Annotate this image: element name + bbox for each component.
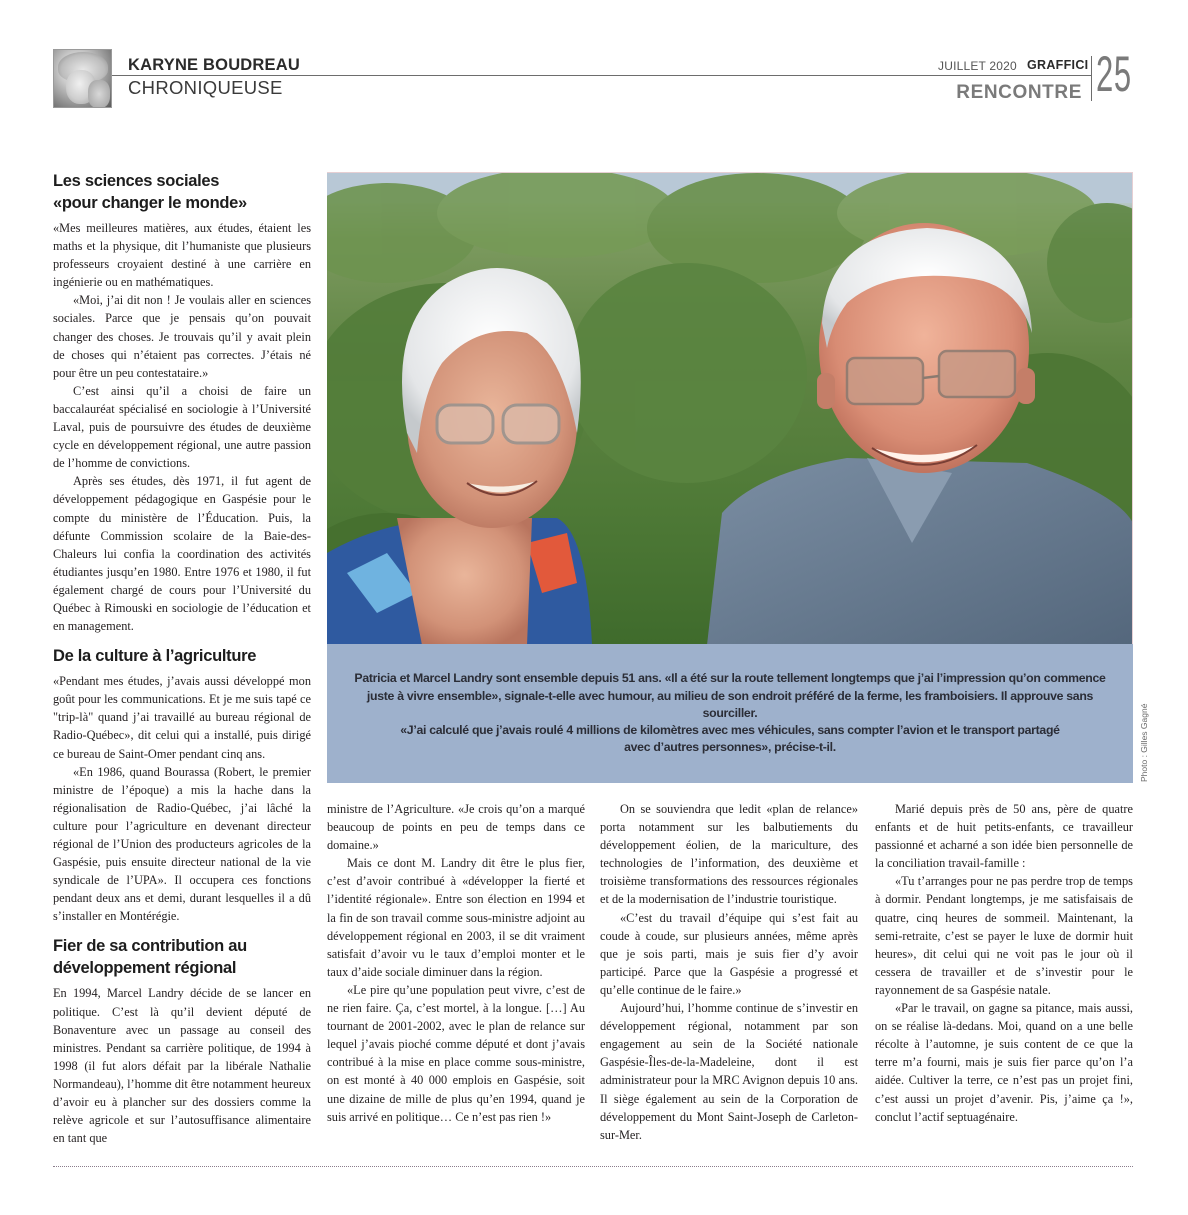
paragraph: Aujourd’hui, l’homme continue de s’investir en développement régional, notamment par son engagement au sein de la Société nationale Gaspésie-Îles-de-la-Madeleine, dont il est administrateur pour la MRC Avignon depuis 10 ans. Il siège également au sein de la Corporation de développement du Mont Saint-Joseph de Carleton-sur-Mer. [600,1001,858,1142]
avatar-hand [88,80,110,108]
heading-line: Les sciences sociales [53,172,220,190]
photo-caption [339,670,1121,756]
article-column-2 [327,800,585,1160]
header-vertical-rule [1091,56,1092,101]
paragraph: «Moi, j’ai dit non ! Je voulais aller en sciences sociales. Parce que je pensais qu’on pouvait changer des choses. Je trouvais qu’il y avait plein de choses qui n’étaient pas correctes. J’étais né pour être un peu contestataire.» [53,293,311,380]
header-rule [112,75,1091,76]
paragraph: «En 1986, quand Bourassa (Robert, le premier ministre de l’époque) a mis la hache dans la régionalisation de Radio-Québec, j’ai lâché la culture pour l’agriculture en devenant directeur régional de l’Union des producteurs agricoles de la Gaspésie, puis ensuite directeur national de la vie syndicale de l’UPA». Il occupera ces fonctions pendant deux ans et demi, durant lesquelles il a dû s’installer en Montérégie. [53,764,311,924]
photo-illustration [327,173,1133,644]
page-number: 25 [1096,46,1132,102]
author-name: KARYNE BOUDREAU [128,56,300,74]
article-column-3 [600,800,858,1160]
article-photo [327,172,1133,644]
publication-name: GRAFFICI [1027,58,1089,72]
section-heading [53,935,311,979]
paragraph: Marié depuis près de 50 ans, père de quatre enfants et de huit petits-enfants, ce travailleur passionné et acharné a son idée bien personnelle de la conciliation travail-famille : [875,802,1133,871]
caption-line: juste à vivre ensemble», signale-t-elle avec humour, au milieu de son endroit préféré de la ferme, les framboisiers. Il approuve sans sourciller. [366,688,1094,720]
heading-line: Fier de sa contribution au [53,937,247,956]
author-avatar [53,49,112,108]
photo-credit: Photo : Gilles Gagné [1139,703,1149,782]
paragraph: ministre de l’Agriculture. «Je crois qu’on a marqué beaucoup de points en peu de temps dans ce domaine.» [327,802,585,853]
paragraph: «Pendant mes études, j’avais aussi développé mon goût pour les communications. Et je me suis tapé ce "trip-là" quand j’ai travaillé au bureau régional de Radio-Québec», dit celui qui a installé, puis dirigé ce bureau de Saint-Omer pendant cinq ans. [53,674,311,761]
section-heading [53,170,311,214]
paragraph: On se souviendra que ledit «plan de relance» porta notamment sur les balbutiements du développement éolien, de la mariculture, des technologies de l’information, des deuxième et troisième transformations des ressources régionales et de la modernisation de l’industrie touristique. [600,802,858,907]
heading-line: développement régional [53,959,237,978]
paragraph: «C’est du travail d’équipe qui s’est fait au coude à coude, sur plusieurs années, même après que je sois parti, mais je suis fier d’y avoir participé. Parce que la Gaspésie a progressé et qu’elle continue de le faire.» [600,910,858,997]
footer-dotted-rule [53,1166,1133,1167]
paragraph: Après ses études, dès 1971, il fut agent de développement pédagogique en Gaspésie pour le compte du ministère de l’Éducation. Puis, la défunte Commission scolaire de la Baie-des-Chaleurs lui confia la coordination des activités étudiantes jusqu’en 1980. Entre 1976 et 1980, il fut également chargé de cours pour l’Université du Québec à Rimouski en sociologie de l’éducation et en management. [53,474,311,634]
paragraph: «Le pire qu’une population peut vivre, c’est de ne rien faire. Ça, c’est mortel, à la longue. […] Au tournant de 2001-2002, avec le plan de relance sur lequel j’avais pioché comme député et dont j’avais contribué à la mise en place comme sous-ministre, on est monté à 40 000 emplois en Gaspésie, soit une dizaine de mille de plus qu’en 1994, quand je suis arrivé en politique… Ce n’est pas rien !» [327,982,585,1124]
section-heading [53,645,311,667]
paragraph: «Tu t’arranges pour ne pas perdre trop de temps à dormir. Pendant longtemps, je me satisfaisais de quatre, cinq heures de sommeil. Maintenant, la semi-retraite, c’est se payer le luxe de dormir huit heures», dit celui qui ne voit pas le jour où il cessera de travailler et de s’investir pour le rayonnement de sa Gaspésie natale. [875,874,1133,997]
paragraph: «Par le travail, on gagne sa pitance, mais aussi, on se réalise là-dedans. Moi, quand on a une belle récolte à l’automne, je suis content de ce que la terre m’a fourni, mais je suis fier parce qu’on l’a aidée. Cultiver la terre, ce n’est pas un projet fini, c’est aussi un projet d’avenir. Pis, j’aime ça !», conclut l’actif septuagénaire. [875,1001,1133,1124]
paragraph: En 1994, Marcel Landry décide de se lancer en politique. C’est là qu’il devient député de Bonaventure avec un passage au conseil des ministres. Pendant sa carrière politique, de 1994 à 1998 (il fut alors défait par la libérale Nathalie Normandeau), l’homme dit être notamment heureux d’avoir eu à plancher sur des dossiers comme la relève agricole et sur l’autosuffisance alimentaire en tant que [53,986,311,1146]
caption-line: Patricia et Marcel Landry sont ensemble depuis 51 ans. «Il a été sur la route tellement longtemps que j’ai l’impression qu’on commence [354,671,1106,686]
author-role: CHRONIQUEUSE [128,77,283,98]
section-name: RENCONTRE [956,82,1082,103]
caption-line: «J’ai calculé que j’avais roulé 4 millions de kilomètres avec mes véhicules, sans compter l’avion et le transport partagé [400,723,1060,738]
heading-line: De la culture à l’agriculture [53,647,257,666]
article-column-4 [875,800,1133,1160]
paragraph: Mais ce dont M. Landry dit être le plus fier, c’est d’avoir contribué à «développer la fierté et l’identité régionale». Entre son élection en 1994 et la fin de son travail comme sous-ministre adjoint au développement régional en 2003, il se dit vraiment satisfait d’avoir vu le taux d’emploi monter et le taux d’aide sociale diminuer dans la région. [327,856,585,979]
article-column-1 [53,170,311,1160]
issue-date: JUILLET 2020 [938,59,1017,73]
photo-caption-box [327,644,1133,783]
heading-line: «pour changer le monde» [53,194,247,212]
paragraph: C’est ainsi qu’il a choisi de faire un baccalauréat spécialisé en sociologie à l’Université Laval, puis de poursuivre des études de deuxième cycle en développement régional, une autre passion de l’homme de convictions. [53,383,311,471]
paragraph: «Mes meilleures matières, aux études, étaient les maths et la physique, dit l’humaniste que plusieurs professeurs croyaient destiné à une carrière en ingénierie ou en mathématiques. [53,221,311,290]
caption-line: avec d’autres personnes», précise-t-il. [624,740,836,755]
